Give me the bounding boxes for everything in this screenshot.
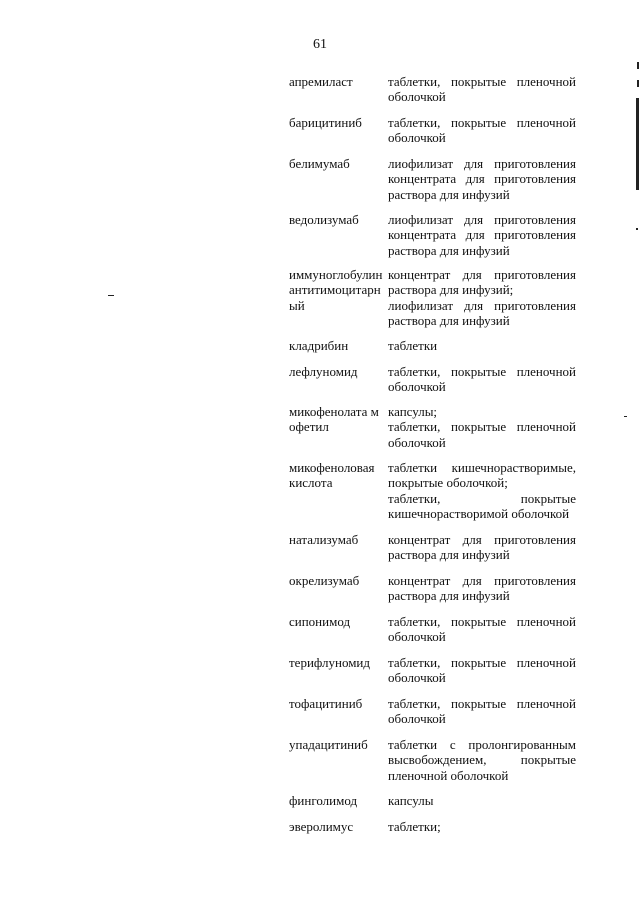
dosage-forms: [388, 212, 576, 258]
dosage-forms: [388, 156, 576, 202]
drug-name: лефлуномид: [289, 364, 358, 379]
scan-edge-mark: [636, 228, 638, 230]
dosage-forms: [388, 364, 576, 395]
dosage-forms: [388, 74, 576, 105]
dosage-form: таблетки, покрытые пленочной оболочкой: [388, 696, 576, 727]
drug-name: кладрибин: [289, 338, 349, 353]
drug-name: финголимод: [289, 793, 358, 808]
dosage-forms: [388, 737, 576, 783]
dosage-form: таблетки, покрытые пленочной оболочкой: [388, 419, 576, 450]
drug-name: сипонимод: [289, 614, 351, 629]
drug-name: белимумаб: [289, 156, 350, 171]
drug-name: натализумаб: [289, 532, 359, 547]
dosage-forms: [388, 460, 576, 521]
drug-name: апремиласт: [289, 74, 353, 89]
dosage-form: таблетки, покрытые кишечнорастворимой оболочкой: [388, 490, 576, 521]
dosage-form: таблетки с пролонгированным высвобождением, покрытые пленочной оболочкой: [388, 737, 576, 783]
dosage-form: таблетки: [388, 338, 438, 353]
scan-edge-mark: [108, 295, 114, 296]
drug-name: тофацитиниб: [289, 696, 363, 711]
dosage-form: концентрат для приготовления раствора для инфузий;: [388, 267, 576, 298]
drug-name: окрелизумаб: [289, 573, 360, 588]
drug-name: микофеноловая кислота: [289, 460, 375, 491]
dosage-form: таблетки, покрытые пленочной оболочкой: [388, 614, 576, 645]
dosage-forms: [388, 338, 576, 353]
dosage-form: лиофилизат для приготовления концентрата для приготовления раствора для инфузий: [388, 212, 576, 258]
dosage-form: лиофилизат для приготовления раствора для инфузий: [388, 297, 576, 328]
drug-name: упадацитиниб: [289, 737, 368, 752]
dosage-form: лиофилизат для приготовления концентрата для приготовления раствора для инфузий: [388, 156, 576, 202]
dosage-form: таблетки, покрытые пленочной оболочкой: [388, 364, 576, 395]
dosage-forms: [388, 115, 576, 146]
drug-name: ведолизумаб: [289, 212, 359, 227]
drug-name: терифлуномид: [289, 655, 371, 670]
dosage-form: таблетки, покрытые пленочной оболочкой: [388, 655, 576, 686]
dosage-forms: [388, 573, 576, 604]
drug-name: микофенолата мофетил: [289, 404, 379, 435]
scan-edge-mark: [637, 62, 639, 69]
drug-name: иммуноглобулин антитимоцитарный: [289, 267, 383, 313]
scan-edge-mark: [624, 416, 627, 417]
dosage-forms: [388, 532, 576, 563]
page-number: 61: [313, 37, 327, 52]
dosage-forms: [388, 819, 576, 834]
dosage-form: таблетки кишечнорастворимые, покрытые оболочкой;: [388, 460, 576, 491]
drug-name: эверолимус: [289, 819, 354, 834]
dosage-form: таблетки, покрытые пленочной оболочкой: [388, 74, 576, 105]
dosage-forms: [388, 404, 576, 450]
dosage-forms: [388, 614, 576, 645]
dosage-forms: [388, 655, 576, 686]
dosage-form: таблетки;: [388, 819, 441, 834]
dosage-forms: [388, 793, 576, 808]
dosage-form: капсулы;: [388, 404, 438, 419]
scan-edge-mark: [637, 80, 639, 87]
dosage-forms: [388, 696, 576, 727]
dosage-form: таблетки, покрытые пленочной оболочкой: [388, 115, 576, 146]
scan-edge-mark: [636, 98, 639, 190]
dosage-form: концентрат для приготовления раствора для инфузий: [388, 573, 576, 604]
dosage-form: капсулы: [388, 793, 434, 808]
drug-name: барицитиниб: [289, 115, 362, 130]
dosage-forms: [388, 267, 576, 328]
dosage-form: концентрат для приготовления раствора для инфузий: [388, 532, 576, 563]
